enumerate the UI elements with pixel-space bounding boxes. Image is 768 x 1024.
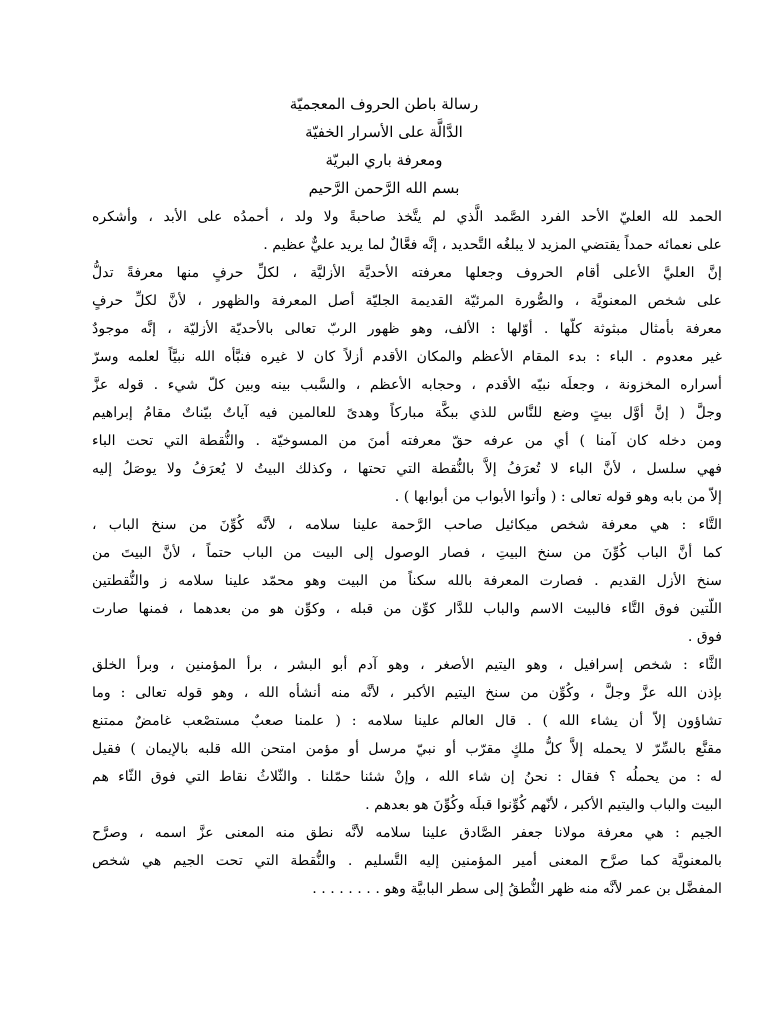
document-subtitle-2: ومعرفة باري البريّة <box>325 151 443 169</box>
text-line: بالمعنويَّة كما صرَّح المعنى أمير المؤمنين إليه التَّسليم . والنُّقطة التي تحت الجيم هي شخص <box>92 853 722 869</box>
text-line: الثَّاء : شخص إسرافيل ، وهو اليتيم الأصغر ، وهو آدم أبو البشر ، برأ المؤمنين ، وبرأ الخلق <box>92 657 722 673</box>
document-subtitle: الدَّالَّة على الأسرار الخفيّة <box>305 123 463 141</box>
text-line: مقنَّع بالسِّرّ لا يحمله إلاَّ كلُّ ملكٍ مقرّب أو نبيّ مرسل أو مؤمن امتحن الله قلبه بالإيمان ) فقيل <box>92 741 722 757</box>
text-line: التَّاء : هي معرفة شخص ميكائيل صاحب الرَّحمة علينا سلامه ، لأنَّه كُوِّنَ من سنخ الباب ، <box>92 517 722 533</box>
text-line: فوق . <box>687 629 722 645</box>
text-line: غير معدوم . الباء : بدء المقام الأعظم والمكان الأقدم أزلاً كان لا غيره فنبَّأه الله نبيَّاً لعلمه وسرّ <box>92 349 722 365</box>
text-line: الحمد لله العليّ الأحد الفرد الصَّمد الَّذي لم يتَّخذ صاحبةً ولا ولد ، أحمدُه على الأبد ، وأشكره <box>92 209 722 225</box>
text-line: اللّتين فوق التَّاء فالبيت الاسم والباب للدَّار كوِّن من قبله ، وكوِّن هو من بعدهما ، فمنها صارت <box>92 601 722 617</box>
text-line: له : من يحملُه ؟ فقال : نحنُ إن شاء الله ، وإنْ شئنا حمّلنا . والثّلاثُ نقاط التي فوق الثّاء هم <box>92 769 722 785</box>
text-line: معرفة بأمثال مبثوثة كلّها . أوّلها : الألف، وهو ظهور الربّ تعالى بالأحديّة الأزليّة ، إنَّه موجودٌ <box>92 321 722 337</box>
text-line: أسراره المخزونة ، وجعلَه نبيّه الأقدم ، وحجابه الأعظم ، والسَّبب بينه وبين كلّ شيء . قوله عزَّ <box>92 377 722 393</box>
document-body <box>92 203 722 903</box>
text-line: سنخ الأزل القديم . فصارت المعرفة بالله سكناً من البيت وهو محمّد علينا سلامه ز والنُّقطتين <box>92 573 722 589</box>
text-line: على نعمائه حمداً يقتضي المزيد لا يبلغُه التَّحديد ، إنَّه فعَّالٌ لما يريد عليٌّ عظيم . <box>263 237 722 253</box>
text-line: الجيم : هي معرفة مولانا جعفر الصَّادق علينا سلامه لأنَّه نطق منه المعنى عزَّ اسمه ، وصرَّح <box>92 825 722 841</box>
text-line: بإذن الله عزَّ وجلَّ ، وكُوِّن من سنخ اليتيم الأكبر ، لأنَّه منه أنشأه الله ، وهو قوله تعالى : وما <box>92 685 722 701</box>
text-line: وجلَّ ( إنَّ أوَّل بيتٍ وضع للنَّاس للذي ببكَّة مباركاً وهدىً للعالمين فيه آياتٌ بيّناتٌ مقامُ إبراهيم <box>92 405 722 421</box>
text-line: إنَّ العليَّ الأعلى أقام الحروف وجعلها معرفته الأحديَّة الأزليَّة ، لكلِّ حرفٍ منها معرفةً تدلُّ <box>92 265 722 281</box>
document-header <box>0 90 768 202</box>
text-line: فهي سلسل ، لأنَّ الباء لا تُعرَفُ إلاَّ بالنُّقطة التي تحتها ، وكذلك البيتُ لا يُعرَفُ ولا يوصَلُ إليه <box>92 461 722 477</box>
text-line: إلاّ من بابه وهو قوله تعالى : ( وأتوا الأبواب من أبوابها ) . <box>394 489 722 505</box>
text-line: المفضَّل بن عمر لأنَّه منه ظهر النُّطقُ إلى سطر البابيَّة وهو . . . . . . . . <box>312 881 722 897</box>
text-line: البيت والباب واليتيم الأكبر ، لأنّهم كُوِّنوا قبلَه وكُوِّنَ هو بعدهم . <box>365 797 722 813</box>
document-title: رسالة باطن الحروف المعجميّة <box>289 95 479 113</box>
text-line: على شخص المعنويَّة ، والصُّورة المرئيّة القديمة الجليّة أصل المعرفة والظهور ، لأنَّ لكلِّ حرفٍ <box>92 293 722 309</box>
text-line: كما أنَّ الباب كُوِّنَ من سنخ البيتِ ، فصار الوصول إلى البيت من الباب حتماً ، لأنَّ البيتَ من <box>92 545 722 561</box>
text-line: ومن دخله كان آمنا ) أي من عرفه حقّ معرفته أمنَ من المسوخيّة . والنُّقطة التي تحت الباء <box>92 433 722 449</box>
basmala: بسم الله الرَّحمن الرَّحيم <box>308 179 460 197</box>
text-line: تشاؤون إلاّ أن يشاء الله ) . قال العالم علينا سلامه : ( علمنا صعبٌ مستصْعب غامضٌ ممتنع <box>92 713 722 729</box>
